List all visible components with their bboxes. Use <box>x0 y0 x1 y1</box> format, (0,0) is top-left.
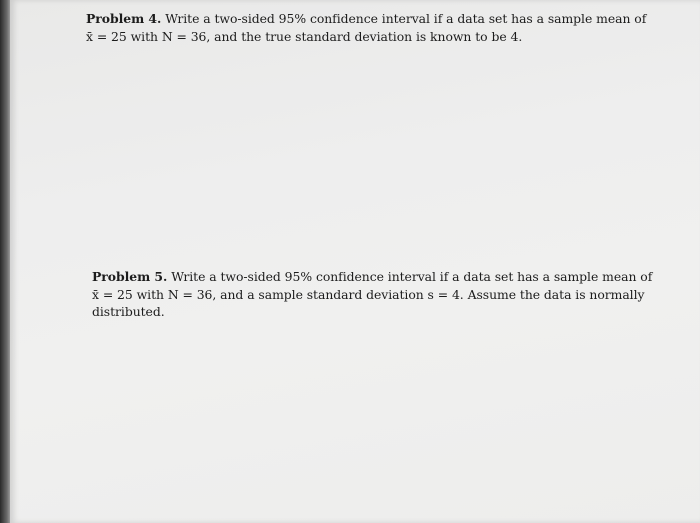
problem-5-line-2: x̄ = 25 with N = 36, and a sample standard deviation s = 4. Assume the data is normally <box>92 286 645 302</box>
problem-4-label: Problem 4. <box>86 11 162 26</box>
problem-5-line-1 <box>92 268 653 286</box>
problem-5-text-1: Write a two-sided 95% confidence interval if a data set has a sample mean of <box>171 269 653 284</box>
problem-5 <box>92 268 653 321</box>
problem-5-label: Problem 5. <box>92 269 168 284</box>
paper-sheet <box>10 0 700 523</box>
problem-4-line-1 <box>86 10 647 28</box>
page-left-edge <box>0 0 10 523</box>
problem-4-line-2: x̄ = 25 with N = 36, and the true standard deviation is known to be 4. <box>86 28 523 44</box>
problem-5-line-3: distributed. <box>92 304 165 319</box>
problem-4 <box>86 10 647 45</box>
problem-4-text-1: Write a two-sided 95% confidence interval if a data set has a sample mean of <box>165 11 647 26</box>
